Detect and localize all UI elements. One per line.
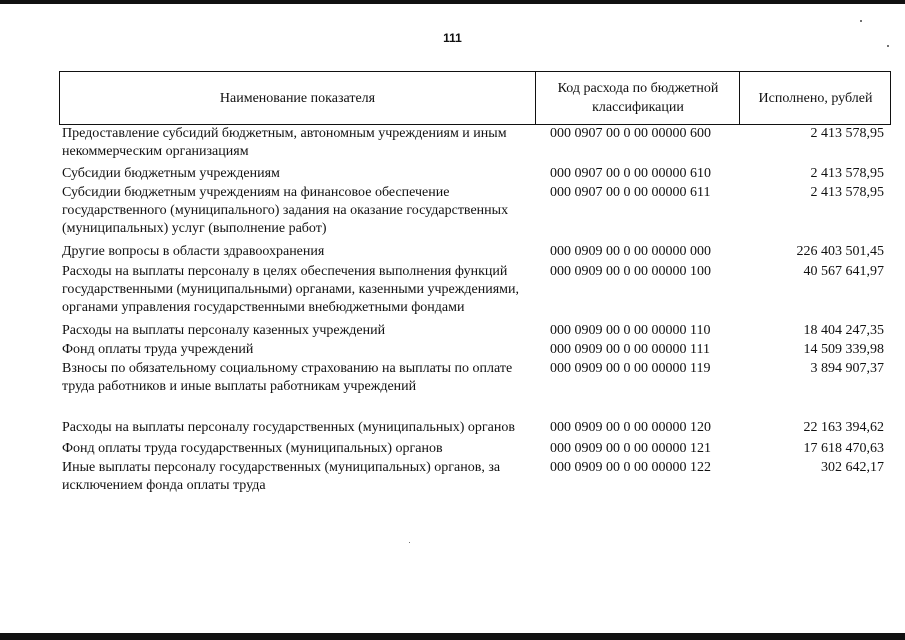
table-row (62, 125, 884, 161)
row-amount: 3 894 907,37 (810, 361, 884, 376)
table-body (62, 125, 884, 495)
row-code: 000 0909 00 0 00 00000 121 (550, 441, 711, 456)
row-name: Фонд оплаты труда учреждений (62, 342, 254, 357)
table-row (62, 322, 884, 340)
page-number: 111 (443, 31, 462, 45)
row-amount: 22 163 394,62 (803, 420, 884, 435)
table-row (62, 459, 884, 495)
row-code: 000 0907 00 0 00 00000 610 (550, 166, 711, 181)
bottom-border-rule (0, 633, 905, 640)
row-amount: 17 618 470,63 (803, 441, 884, 456)
row-name: Субсидии бюджетным учреждениям на финансовое обеспечение государственного (муниципального) задания на оказание государственных (муниципальных) услуг (выполнение работ) (62, 185, 509, 236)
header-executed-amount: Исполнено, рублей (739, 72, 891, 124)
table-row (62, 341, 884, 359)
row-code: 000 0909 00 0 00 00000 100 (550, 264, 711, 279)
row-name: Фонд оплаты труда государственных (муниципальных) органов (62, 441, 443, 456)
row-amount: 2 413 578,95 (810, 166, 884, 181)
row-code: 000 0909 00 0 00 00000 119 (550, 361, 711, 376)
table-row (62, 263, 884, 317)
table-row (62, 440, 884, 458)
row-amount: 2 413 578,95 (810, 126, 884, 141)
row-amount: 226 403 501,45 (796, 244, 884, 259)
row-amount: 302 642,17 (821, 460, 884, 475)
row-amount: 14 509 339,98 (803, 342, 884, 357)
row-amount: 40 567 641,97 (803, 264, 884, 279)
scan-speck (860, 20, 862, 22)
table-header (59, 71, 891, 125)
row-name: Иные выплаты персоналу государственных (муниципальных) органов, за исключением фонда оплаты труда (62, 460, 501, 493)
table-row (62, 360, 884, 396)
row-name: Субсидии бюджетным учреждениям (62, 166, 280, 181)
row-code: 000 0907 00 0 00 00000 611 (550, 185, 711, 200)
scan-speck (409, 542, 410, 543)
row-name: Расходы на выплаты персоналу в целях обеспечения выполнения функций государственными (муниципальными) органами, казенными учреждениями, органами управления государственными внебюджетными фондами (62, 264, 519, 315)
row-amount: 2 413 578,95 (810, 185, 884, 200)
row-code: 000 0907 00 0 00 00000 600 (550, 126, 711, 141)
top-border-rule (0, 0, 905, 4)
scan-speck (887, 45, 889, 47)
row-name: Другие вопросы в области здравоохранения (62, 244, 325, 259)
header-indicator-name: Наименование показателя (219, 90, 376, 106)
header-budget-code: Код расхода по бюджетной классификации (535, 72, 740, 124)
row-name: Расходы на выплаты персоналу государственных (муниципальных) органов (62, 420, 515, 435)
table-row (62, 419, 884, 437)
row-name: Расходы на выплаты персоналу казенных учреждений (62, 323, 386, 338)
row-name: Взносы по обязательному социальному страхованию на выплаты по оплате труда работников и иные выплаты работникам учреждений (62, 361, 513, 394)
row-code: 000 0909 00 0 00 00000 111 (550, 342, 710, 357)
row-amount: 18 404 247,35 (803, 323, 884, 338)
table-row (62, 165, 884, 183)
row-code: 000 0909 00 0 00 00000 120 (550, 420, 711, 435)
table-row (62, 184, 884, 238)
row-code: 000 0909 00 0 00 00000 110 (550, 323, 711, 338)
row-code: 000 0909 00 0 00 00000 000 (550, 244, 711, 259)
row-name: Предоставление субсидий бюджетным, автономным учреждениям и иным некоммерческим организациям (62, 126, 507, 159)
table-row (62, 243, 884, 261)
row-code: 000 0909 00 0 00 00000 122 (550, 460, 711, 475)
